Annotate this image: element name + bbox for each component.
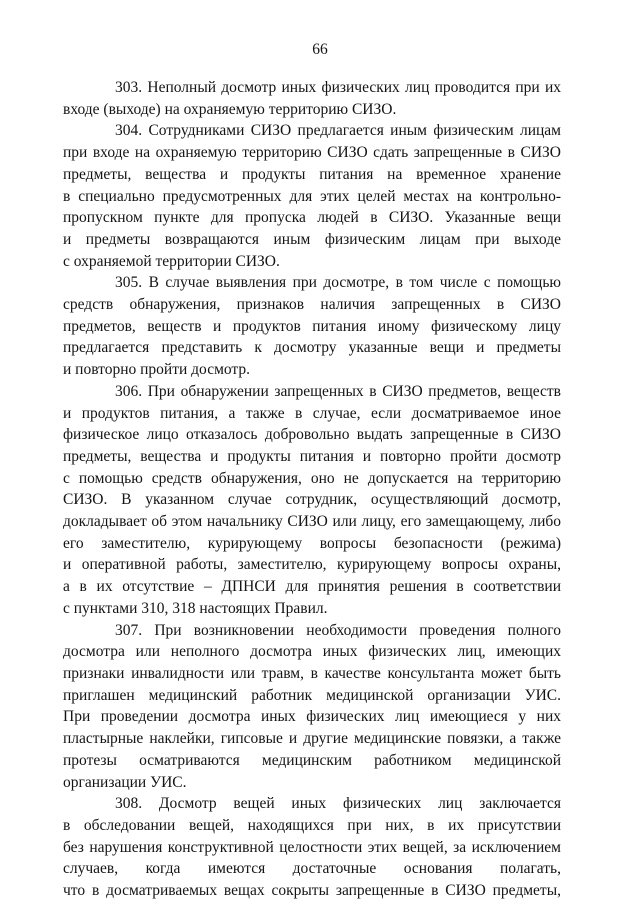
text-line: организации УИС. [63,773,187,791]
text-line: При проведении досмотра иных физических лиц имеющиеся у них [63,708,561,726]
text-line: при входе на охраняемую территорию СИЗО сдать запрещенные в СИЗО [63,144,561,162]
text-line: и оперативной работы, заместителю, курирующему вопросы охраны, [63,556,561,574]
text-line: предметов, веществ и продуктов питания иному физическому лицу [63,317,561,335]
text-line: 306. При обнаружении запрещенных в СИЗО предметов, веществ [115,382,561,400]
text-line: с помощью средств обнаружения, оно не допускается на территорию [63,469,561,487]
page-number: 66 [312,41,328,58]
text-line: и повторно пройти досмотр. [63,361,251,379]
text-line: 307. При возникновении необходимости проведения полного [115,621,561,639]
text-line: 303. Неполный досмотр иных физических лиц проводится при их [115,79,561,96]
paragraph [63,77,561,120]
text-line: 308. Досмотр вещей иных физических лиц заключается [115,795,561,813]
paragraph [63,120,561,272]
text-line: пропускном пункте для пропуска людей в СИЗО. Указанные вещи [63,209,561,227]
paragraph [63,381,561,620]
text-line: входе (выходе) на охраняемую территорию СИЗО. [63,100,397,118]
text-line: предметы, вещества и продукты питания и повторно пройти досмотр [63,447,561,465]
text-line: докладывает об этом начальнику СИЗО или лицу, его замещающему, либо [63,513,561,531]
text-line: и продуктов питания, а также в случае, если досматриваемое иное [63,404,561,422]
text-line: что в досматриваемых вещах сокрыты запрещенные в СИЗО предметы, [63,882,561,900]
text-line: приглашен медицинский работник медицинской организации УИС. [63,686,561,704]
text-line: без нарушения конструктивной целостности этих вещей, за исключением [63,838,561,856]
text-line: СИЗО. В указанном случае сотрудник, осуществляющий досмотр, [63,491,561,509]
text-line: его заместителю, курирующему вопросы безопасности (режима) [63,534,561,552]
text-line: пластырные наклейки, гипсовые и другие медицинские повязки, а также [63,730,561,748]
text-line: а в их отсутствие – ДПНСИ для принятия решения в соответствии [63,578,561,596]
text-line: 304. Сотрудниками СИЗО предлагается иным физическим лицам [115,122,561,140]
text-line: предметы, вещества и продукты питания на временное хранение [63,165,561,183]
paragraph [63,793,561,902]
text-line: предлагается представить к досмотру указанные вещи и предметы [63,339,561,357]
text-line: случаев, когда имеются достаточные основания полагать, [63,860,561,878]
text-line: признаки инвалидности или травм, в качестве консультанта может быть [63,664,561,682]
paragraph [63,272,561,381]
text-line: с пунктами 310, 318 настоящих Правил. [63,599,328,617]
paragraph [63,620,561,794]
text-line: средств обнаружения, признаков наличия запрещенных в СИЗО [63,296,561,314]
text-line: в специально предусмотренных для этих целей местах на контрольно- [63,187,561,205]
text-line: 305. В случае выявления при досмотре, в том числе с помощью [115,274,561,292]
text-line: досмотра или неполного досмотра иных физических лиц, имеющих [63,643,561,661]
document-body [63,77,561,902]
text-line: в обследовании вещей, находящихся при них, в их присутствии [63,816,561,834]
text-line: физическое лицо отказалось добровольно выдать запрещенные в СИЗО [63,426,561,444]
text-line: и предметы возвращаются иным физическим лицам при выходе [63,230,561,248]
text-line: протезы осматриваются медицинским работником медицинской [63,751,561,769]
text-line: с охраняемой территории СИЗО. [63,252,280,270]
